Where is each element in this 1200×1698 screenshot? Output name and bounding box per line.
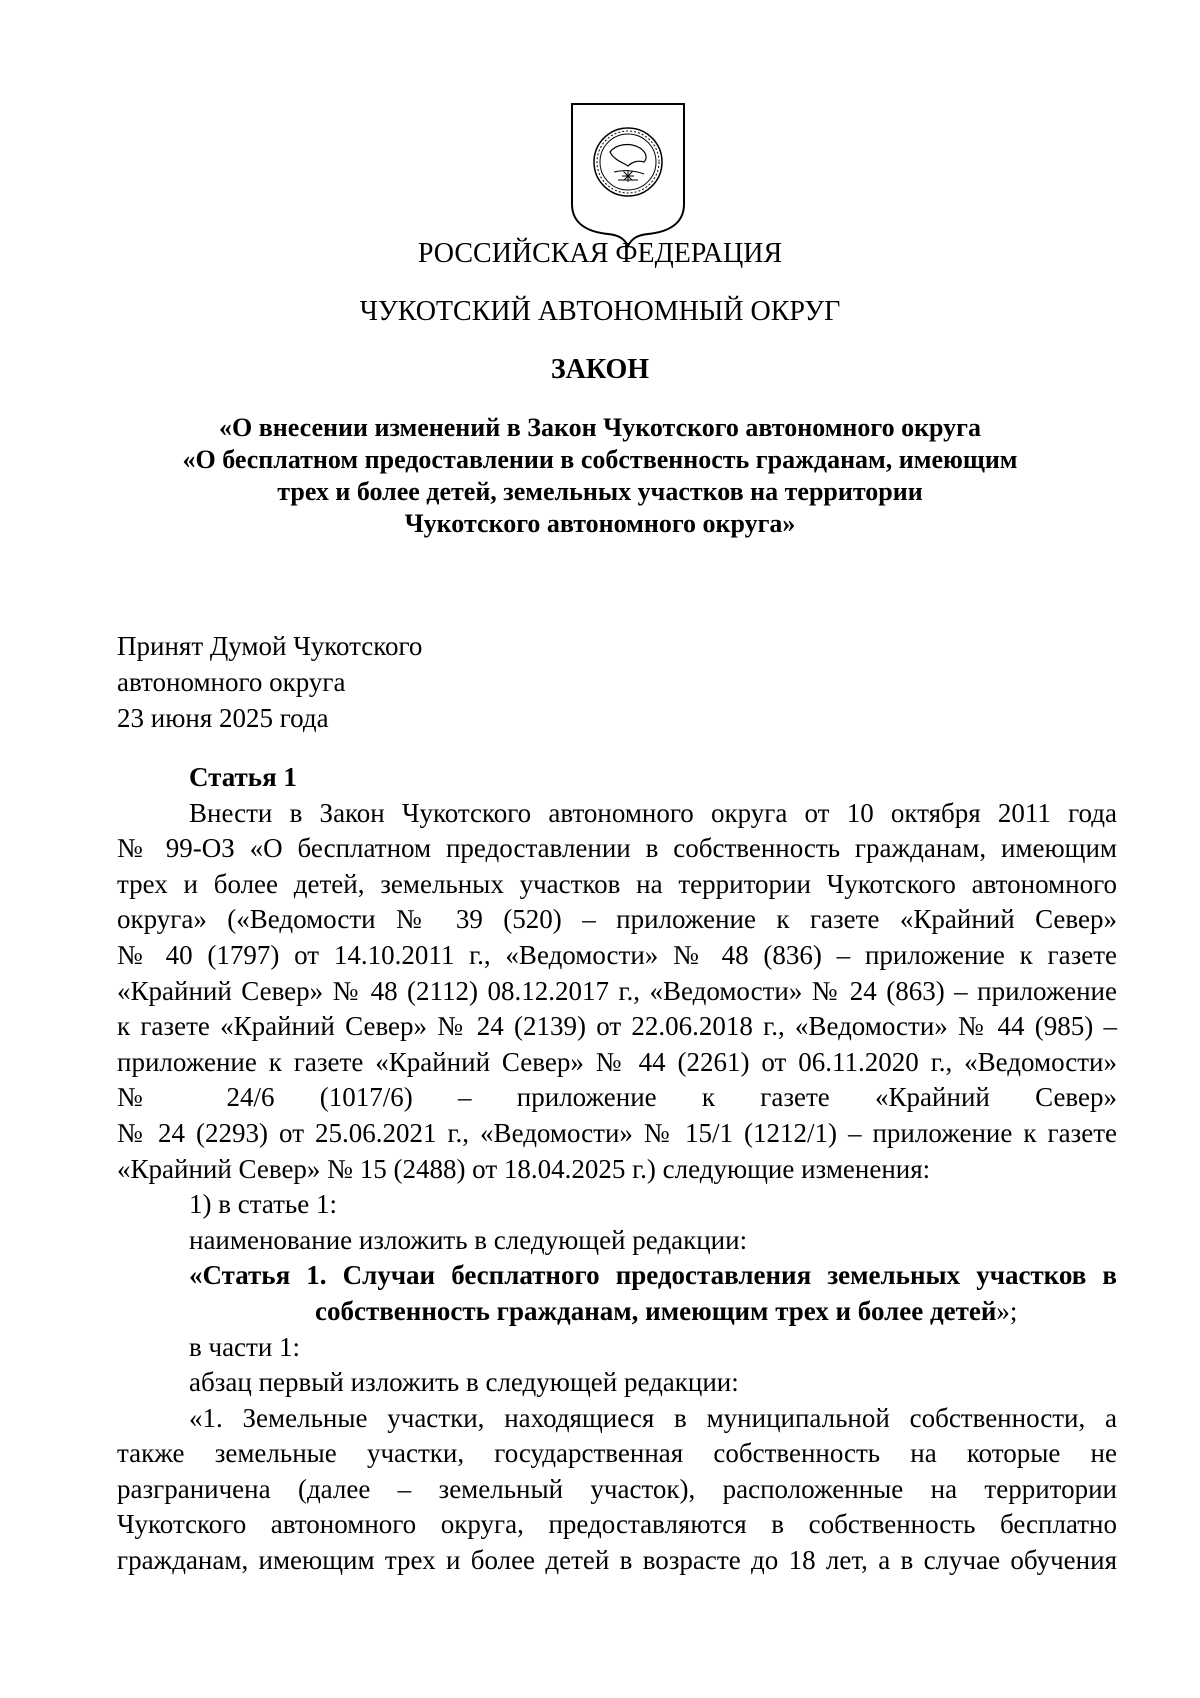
article-text-line: округа» («Ведомости № 39 (520) – приложение к газете «Крайний Север» — [117, 904, 1117, 935]
article-text-line: приложение к газете «Крайний Север» № 44 (2261) от 06.11.2020 г., «Ведомости» — [117, 1046, 1117, 1077]
article-heading: Статья 1 — [189, 762, 297, 792]
coat-of-arms-emblem — [568, 100, 688, 250]
new-article-name-tail: »; — [996, 1295, 1018, 1326]
adoption-line: 23 июня 2025 года — [117, 703, 329, 733]
new-text-line: разграничена (далее – земельный участок), расположенные на территории — [117, 1473, 1117, 1504]
article-text-line: № 24/6 (1017/6) – приложение к газете «Крайний Север» — [117, 1082, 1117, 1113]
article-text-line: Внести в Закон Чукотского автономного округа от 10 октября 2011 года — [189, 797, 1117, 828]
document-type-heading: ЗАКОН — [550, 354, 650, 385]
region-heading: ЧУКОТСКИЙ АВТОНОМНЫЙ ОКРУГ — [359, 296, 841, 327]
article-text-line: «Крайний Север» № 48 (2112) 08.12.2017 г., «Ведомости» № 24 (863) – приложение — [117, 975, 1117, 1006]
article-text-line: «Крайний Север» № 15 (2488) от 18.04.2025 г.) следующие изменения: — [117, 1153, 931, 1184]
item-1: 1) в статье 1: — [189, 1189, 337, 1220]
new-text-line: «1. Земельные участки, находящиеся в муниципальной собственности, а — [189, 1402, 1117, 1433]
adoption-block — [117, 628, 422, 736]
new-text-line: гражданам, имеющим трех и более детей в возрасте до 18 лет, а в случае обучения — [117, 1545, 1117, 1576]
new-text-line: также земельные участки, государственная собственность на которые не — [117, 1438, 1117, 1469]
article-1 — [117, 760, 1117, 1579]
law-title-line: Чукотского автономного округа» — [404, 509, 796, 538]
adoption-line: Принят Думой Чукотского — [117, 631, 423, 661]
new-article-name-bold: собственность гражданам, имеющим трех и более детей — [315, 1295, 997, 1326]
article-text-line: № 40 (1797) от 14.10.2011 г., «Ведомости» № 48 (836) – приложение к газете — [117, 939, 1117, 970]
name-instruction: наименование изложить в следующей редакции: — [189, 1224, 748, 1255]
law-title — [0, 412, 1200, 540]
law-title-line: «О внесении изменений в Закон Чукотского автономного округа — [219, 413, 981, 442]
new-text-line: Чукотского автономного округа, предоставляются в собственность бесплатно — [117, 1509, 1117, 1540]
part-instruction: в части 1: — [189, 1331, 301, 1362]
paragraph-instruction: абзац первый изложить в следующей редакции: — [189, 1367, 739, 1398]
new-article-name-line — [117, 1294, 1117, 1330]
article-text-line: трех и более детей, земельных участков на территории Чукотского автономного — [117, 868, 1117, 899]
country-heading: РОССИЙСКАЯ ФЕДЕРАЦИЯ — [417, 238, 783, 269]
article-text-line: № 24 (2293) от 25.06.2021 г., «Ведомости» № 15/1 (1212/1) – приложение к газете — [117, 1117, 1117, 1148]
adoption-line: автономного округа — [117, 667, 346, 697]
law-title-line: трех и более детей, земельных участков на территории — [277, 477, 923, 506]
article-text-line: к газете «Крайний Север» № 24 (2139) от 22.06.2018 г., «Ведомости» № 44 (985) – — [117, 1011, 1117, 1042]
law-title-line: «О бесплатном предоставлении в собственность гражданам, имеющим — [182, 445, 1018, 474]
article-text-line: № 99-ОЗ «О бесплатном предоставлении в собственность гражданам, имеющим — [117, 833, 1117, 864]
new-article-name-line: «Статья 1. Случаи бесплатного предоставления земельных участков в — [189, 1260, 1117, 1291]
